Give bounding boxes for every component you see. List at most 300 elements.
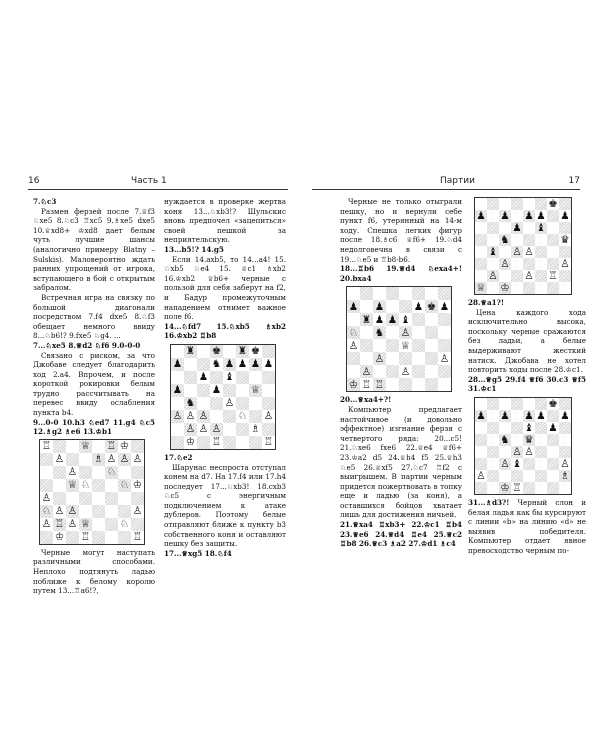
board-square [475,282,487,294]
board-square [499,434,511,446]
chess-piece: ♙ [67,518,78,531]
board-square [262,345,275,358]
board-square [210,384,223,397]
board-square [92,453,105,466]
board-square [535,258,547,270]
board-square [511,246,523,258]
board-square [425,300,438,313]
chess-piece: ♕ [250,384,261,397]
board-square [535,222,547,234]
board-square [347,287,360,300]
right-running-head: Партии [440,176,475,186]
board-square [223,384,236,397]
board-square [79,453,92,466]
board-square [438,352,451,365]
board-square [118,466,131,479]
chess-piece: ♙ [512,245,522,258]
board-square [79,492,92,505]
board-square [131,479,144,492]
board-square [347,300,360,313]
board-square [559,398,571,410]
board-square [535,410,547,422]
board-square [499,446,511,458]
board-square [412,365,425,378]
board-square [475,210,487,222]
board-square [171,358,184,371]
board-square [535,198,547,210]
board-square [559,198,571,210]
board-square [197,397,210,410]
chess-piece: ♙ [211,423,222,436]
board-square [373,352,386,365]
board-square [511,410,523,422]
board-square [40,492,53,505]
board-square [171,371,184,384]
board-square [171,384,184,397]
board-square [559,258,571,270]
board-square [223,410,236,423]
paragraph: Если 14.axb5, то 14...a4! 15. ♘xb5 ♘e4 15. ♕c1 ♗xb2 16.♔xb2 ♕b6+ черные с пользой для себя заберут на f2, и Бадур промежуточным нападением отнимет важное поле f6. [164,254,286,322]
chess-piece: ♖ [41,440,52,453]
chess-piece: ♔ [500,281,510,294]
board-square [547,258,559,270]
chess-piece: ♖ [80,531,91,544]
board-square [499,222,511,234]
chess-piece: ♟ [476,409,486,422]
chess-piece: ♟ [548,421,558,434]
board-square [559,234,571,246]
chess-piece: ♞ [500,433,510,446]
board-square [523,222,535,234]
chess-diagram [170,344,276,450]
chess-piece: ♟ [413,300,424,313]
board-square [559,246,571,258]
board-square [171,397,184,410]
board-square [373,339,386,352]
chess-piece: ♙ [361,365,372,378]
board-square [118,492,131,505]
board-square [236,436,249,449]
board-square [535,470,547,482]
board-square [360,352,373,365]
chess-piece: ♞ [211,358,222,371]
board-square [184,384,197,397]
chess-piece: ♙ [560,457,570,470]
board-square [373,378,386,391]
board-square [66,453,79,466]
chess-piece: ♙ [400,326,411,339]
board-square [53,440,66,453]
board-square [249,410,262,423]
chess-piece: ♙ [500,257,510,270]
chess-piece: ♙ [132,505,143,518]
chess-piece: ♟ [560,209,570,222]
chess-piece: ♟ [560,409,570,422]
chess-piece: ♙ [54,505,65,518]
board-square [487,270,499,282]
board-square [210,358,223,371]
board-square [184,423,197,436]
board-square [386,326,399,339]
board-square [399,313,412,326]
chess-piece: ♙ [41,518,52,531]
board-square [197,410,210,423]
board-square [171,345,184,358]
board-square [197,436,210,449]
board-square [386,378,399,391]
chess-piece: ♟ [224,358,235,371]
board-square [118,531,131,544]
board-square [487,282,499,294]
move-line: 9...0-0 10.h3 ♘ed7 11.g4 ♘c5 12.♗g2 ♗e6 13.♔b1 [33,417,155,437]
board-square [438,365,451,378]
board-square [236,384,249,397]
board-square [487,482,499,494]
board-square [131,505,144,518]
board-square [197,384,210,397]
chess-piece: ♟ [237,358,248,371]
chess-piece: ♕ [400,339,411,352]
chess-piece: ♖ [548,269,558,282]
board-square [105,479,118,492]
chess-piece: ♔ [185,436,196,449]
board-square [499,246,511,258]
board-square [386,339,399,352]
board-square [487,222,499,234]
board-square [535,458,547,470]
board-square [236,423,249,436]
board-square [535,246,547,258]
chess-piece: ♙ [400,365,411,378]
board-square [438,313,451,326]
chess-piece: ♙ [119,453,130,466]
board-square [347,326,360,339]
chess-piece: ♖ [512,481,522,494]
move-line: 17.♘e2 [164,452,193,462]
board-square [523,410,535,422]
board-square [523,234,535,246]
board-square [210,371,223,384]
board-square [118,453,131,466]
board-square [92,440,105,453]
board-square [547,458,559,470]
board-square [523,470,535,482]
chess-piece: ♙ [54,453,65,466]
header-rule [312,189,580,190]
board-square [171,436,184,449]
board-square [487,246,499,258]
chess-piece: ♔ [500,481,510,494]
board-square [79,440,92,453]
board-square [399,287,412,300]
board-square [535,446,547,458]
board-square [547,482,559,494]
board-square [511,398,523,410]
board-square [499,282,511,294]
chess-piece: ♟ [387,313,398,326]
board-square [92,479,105,492]
board-square [373,300,386,313]
chess-diagram [39,439,145,545]
board-square [40,479,53,492]
board-square [487,458,499,470]
board-square [373,287,386,300]
board-square [475,222,487,234]
board-square [475,234,487,246]
chess-piece: ♙ [488,269,498,282]
chess-piece: ♕ [80,440,91,453]
chess-piece: ♙ [224,397,235,410]
left-running-header [28,176,288,188]
move-line: 28.♕a1?! [468,298,504,307]
board-square [399,378,412,391]
board-square [547,222,559,234]
board-square [386,365,399,378]
board-square [105,440,118,453]
board-square [53,518,66,531]
chess-piece: ♜ [185,345,196,358]
board-square [535,422,547,434]
board-square [499,422,511,434]
board-square [40,466,53,479]
board-square [547,234,559,246]
board-square [438,326,451,339]
board-square [360,313,373,326]
board-square [184,345,197,358]
chess-piece: ♙ [560,257,570,270]
board-square [79,531,92,544]
chess-piece: ♟ [374,300,385,313]
board-square [559,210,571,222]
board-square [131,492,144,505]
board-square [425,365,438,378]
board-square [559,446,571,458]
board-square [487,198,499,210]
chess-diagram [474,197,572,295]
board-square [412,339,425,352]
board-square [475,246,487,258]
chess-piece: ♚ [250,345,261,358]
board-square [53,505,66,518]
board-square [475,434,487,446]
board-square [262,358,275,371]
header-rule [28,189,288,190]
chess-piece: ♖ [374,378,385,391]
board-square [399,352,412,365]
chess-piece: ♙ [198,410,209,423]
board-square [499,198,511,210]
chess-piece: ♟ [172,358,183,371]
board-square [66,505,79,518]
board-square [475,470,487,482]
chess-piece: ♖ [132,531,143,544]
chess-piece: ♙ [524,445,534,458]
board-square [118,440,131,453]
board-square [487,446,499,458]
board-square [79,466,92,479]
board-square [373,365,386,378]
board-square [92,531,105,544]
board-square [438,300,451,313]
board-square [523,422,535,434]
board-square [249,423,262,436]
move-line: 7...♘xe5 8.♕d2 ♘f6 9.0-0-0 [33,340,141,350]
board-square [559,422,571,434]
board-square [262,384,275,397]
board-square [547,282,559,294]
paragraph: Шарунас неспроста отступал конем на d7. На 17.f4 или 17.h4 последует 17...♘xb3! 18.cxb3 ♘c5 с энергичным подключением к атаке дублеров. Поэтому белые отправляют ближе к пункту b3 собственного коня и оставляют пешку без защиты. [164,462,286,549]
board-square [523,446,535,458]
board-square [425,313,438,326]
board-square [523,482,535,494]
paragraph: нуждается в проверке жертва коня 13...♘xb3!? Шульскис вновь предпочел «зацепиться» своей пешкой за неприятельскую. [164,197,286,245]
chess-piece: ♚ [548,197,558,210]
chess-piece: ♟ [536,209,546,222]
right-running-header [312,176,580,188]
chess-piece: ♙ [524,269,534,282]
chess-piece: ♙ [512,445,522,458]
board-square [412,378,425,391]
board-square [399,300,412,313]
paragraph: Компьютер предлагает настойчивое (и довольно эффектное) изгнание ферзя с четвертого ряда: 20...c5! 21.♘xe6 fxe6 22.♕e4 ♕f6+ 23.♔a2 d5 24.♕h4 f5 25.♕h3 ♘e5 26.♕xf5 27.♘c7 ♖f2 с выигрышем. В партии черным придется пожертвовать в топку еще и ладью (за коня), а оставшихся бойцов хватает лишь для достижения ничьей. [340,404,462,520]
board-square [547,410,559,422]
board-square [249,358,262,371]
board-square [475,482,487,494]
board-square [360,339,373,352]
board-square [511,446,523,458]
move-line: 31...♗d3?! [468,497,510,507]
chess-piece: ♜ [237,345,248,358]
board-square [171,410,184,423]
chess-piece: ♙ [185,410,196,423]
board-square [438,339,451,352]
board-square [475,422,487,434]
board-square [210,345,223,358]
board-square [475,458,487,470]
board-square [347,313,360,326]
left-column-2 [164,197,286,558]
board-square [499,210,511,222]
board-square [386,313,399,326]
board-square [373,313,386,326]
board-square [40,440,53,453]
board-square [53,453,66,466]
board-square [559,282,571,294]
paragraph: Черные могут наступать различными способами. Неплохо подтянуть ладью поближе к белому королю путем 13...♖a6!?, [33,547,155,596]
board-square [535,270,547,282]
board-square [511,222,523,234]
board-square [184,358,197,371]
right-page-number: 17 [568,176,580,186]
chess-piece: ♟ [500,209,510,222]
move-line: 21.♕xa4 ♖xb3+ 22.♔c1 ♖b4 23.♕e6 24.♕d4 ♖e4 25.♕c2 ♖b8 26.♕c3 ♗a2 27.♔d1 ♗c4 [340,520,462,549]
board-square [547,470,559,482]
board-square [131,466,144,479]
chess-piece: ♟ [439,300,450,313]
board-square [511,282,523,294]
board-square [487,410,499,422]
board-square [210,436,223,449]
chess-piece: ♘ [119,518,130,531]
board-square [40,505,53,518]
board-square [66,518,79,531]
board-square [262,371,275,384]
chess-piece: ♟ [211,384,222,397]
board-square [184,371,197,384]
chess-piece: ♟ [374,313,385,326]
board-square [184,397,197,410]
board-square [412,326,425,339]
board-square [511,270,523,282]
right-page [300,0,600,750]
board-square [171,423,184,436]
board-square [559,458,571,470]
board-square [511,434,523,446]
chess-piece: ♟ [198,371,209,384]
board-square [131,453,144,466]
chess-piece: ♝ [400,313,411,326]
move-line: 7.♘c3 [33,197,57,206]
board-square [425,339,438,352]
board-square [105,505,118,518]
chess-piece: ♙ [198,423,209,436]
chess-piece: ♘ [119,479,130,492]
board-square [412,352,425,365]
chess-piece: ♟ [500,409,510,422]
left-running-head: Часть 1 [131,176,167,186]
chess-piece: ♟ [524,409,534,422]
chess-diagram [474,397,572,495]
board-square [131,531,144,544]
board-square [66,440,79,453]
board-square [412,313,425,326]
board-square [386,352,399,365]
chess-piece: ♖ [54,518,65,531]
board-square [360,378,373,391]
board-square [511,198,523,210]
board-square [79,479,92,492]
chess-piece: ♙ [374,352,385,365]
board-square [559,410,571,422]
chess-piece: ♝ [536,221,546,234]
paragraph: Размен ферзей после 7.♕f3 ♘xe5 8.♘c3 ♖xc5 9.♗xe5 dxe5 10.♕xd8+ ♔xd8 дает белым чуть лучшие шансы (аналогично примеру Blatny – Sulskis). Маловероятно ждать ранних упрощений от игрока, вступающего в бой с открытым забралом. [33,206,155,293]
board-square [535,434,547,446]
board-square [262,436,275,449]
board-square [559,482,571,494]
chess-piece: ♞ [374,326,385,339]
paragraph: Связано с риском, за что Джобаве следует благодарить ход 2.a4. Впрочем, и после короткой рокировки белым трудно рассчитывать на перевес ввиду ослабления пункта b4. [33,350,155,418]
board-square [511,210,523,222]
paragraph: Черные не только отыграли пешку, но и вернули себе пункт f6, утерянный на 14-м ходу. Спешка легких фигур после 18.♗c6 ♕f6+ 19.♘d4 недолговечна в связи с 19...♘e5 и ♖b8-b6. [340,197,462,264]
board-square [499,458,511,470]
board-square [487,234,499,246]
board-square [438,378,451,391]
board-square [475,398,487,410]
chess-piece: ♚ [211,345,222,358]
board-square [92,505,105,518]
chess-piece: ♙ [172,410,183,423]
board-square [360,300,373,313]
board-square [487,210,499,222]
board-square [118,505,131,518]
board-square [66,466,79,479]
board-square [197,423,210,436]
chess-piece: ♔ [348,378,359,391]
board-square [475,198,487,210]
chess-piece: ♟ [263,358,274,371]
board-square [347,352,360,365]
move-line: 18...♖b6 19.♕d4 ♘exa4+! 20.bxa4 [340,264,462,283]
